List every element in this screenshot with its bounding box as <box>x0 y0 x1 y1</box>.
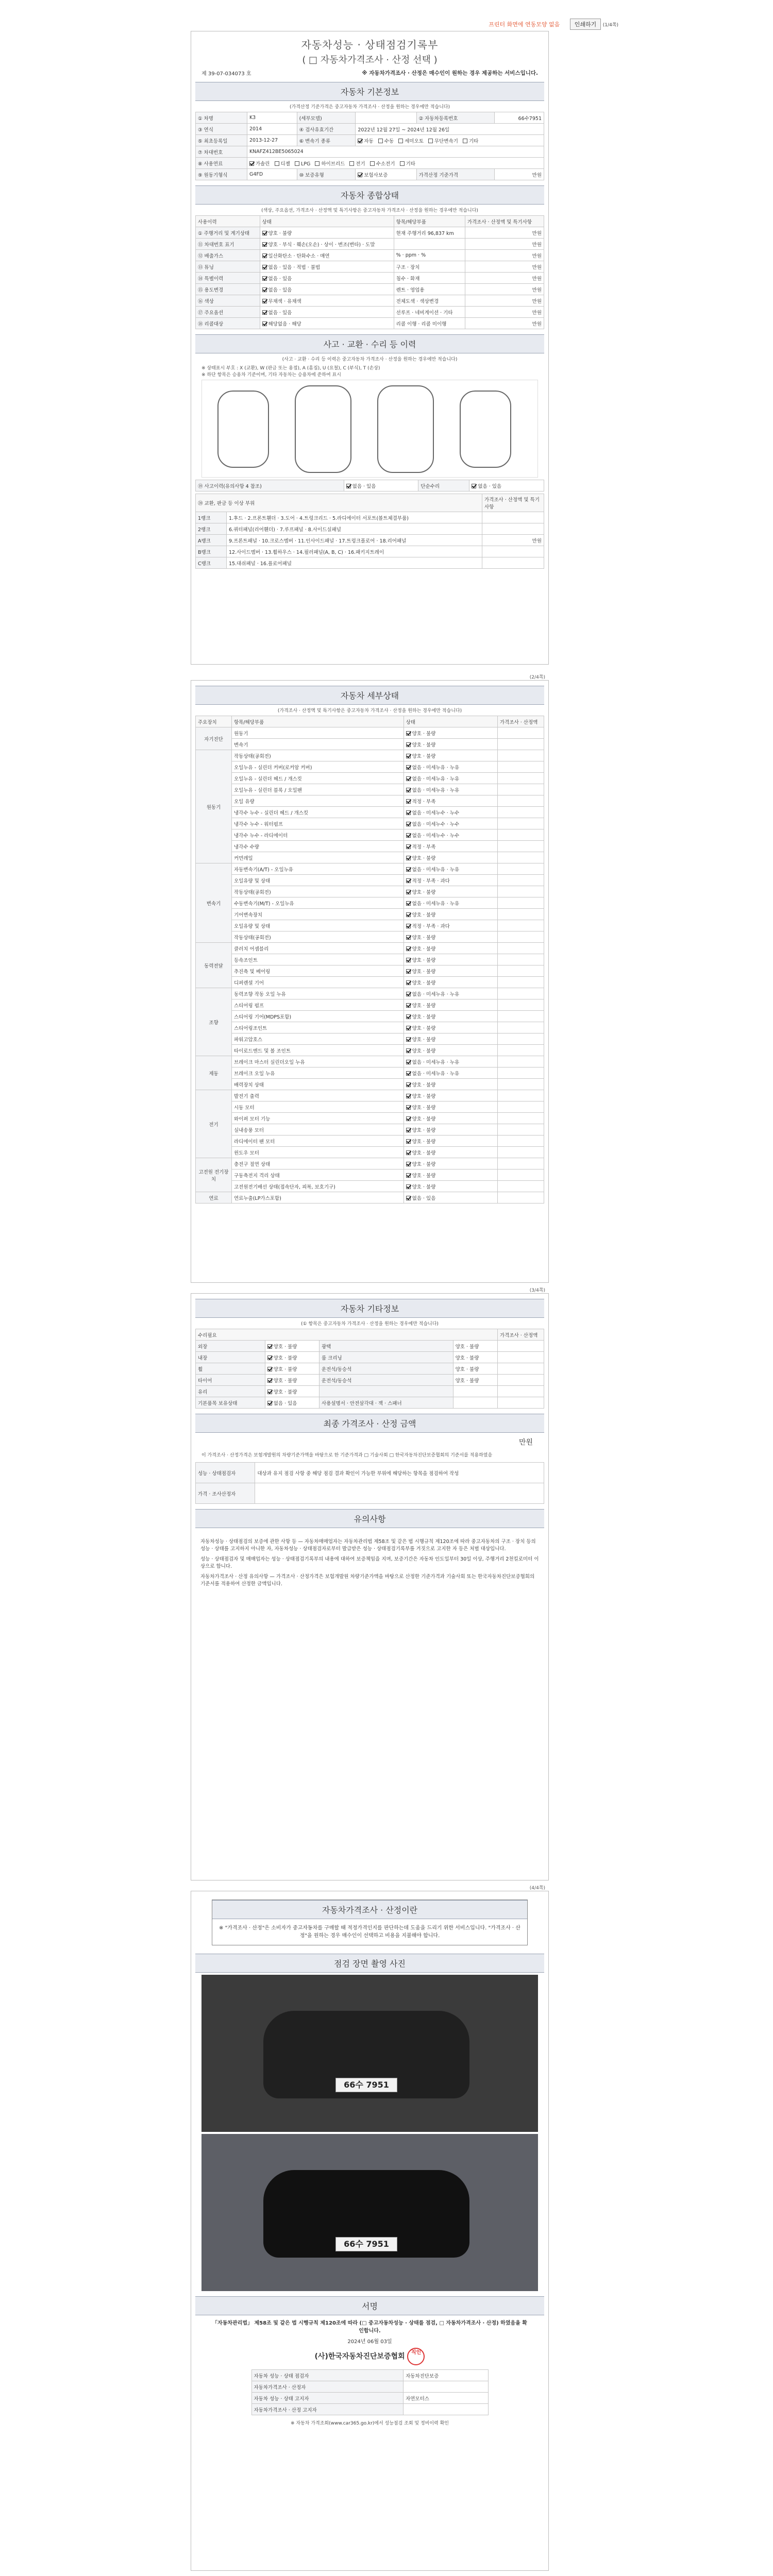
front-photo <box>201 1975 538 2132</box>
sign-date: 2024년 06월 03일 <box>347 2339 392 2345</box>
detail-row: 오일유량 및 상태 적정 · 부족 · 과다 <box>196 875 544 886</box>
parts-row: A랭크 9.프론트패널 · 10.크로스멤버 · 11.인사이드패널 · 17.트렁크플로어 · 18.리어패널 만원 <box>196 535 544 546</box>
history-legend: ※ 상태표시 부호 : X (교환), W (판금 또는 용접), A (흠집), U (요철), C (부식), T (손상) <box>201 366 380 371</box>
inspector-table: 성능 · 상태점검자 대상과 유지 점검 사항 중 해당 점검 결과 확인이 가능한 부위에 해당하는 항목을 점검하여 작성 가격 · 조사산정자 <box>195 1462 544 1504</box>
org-seal-icon: 직인 <box>407 2348 425 2365</box>
report-subtitle: ( □ 자동차가격조사 · 산정 선택 ) <box>302 55 438 65</box>
detail-table: 주요장치 항목/해당부품 상태 가격조사 · 산정액 자기진단 원동기 양호 · 불량 변속기 양호 · 불량 원동기 작동상태(공회전) 양호 · 불량 오일누유 - 실린더 커버(로커암 커버) 없음 · 미세누유 · 누유 오일누유 - 실린더 헤드 / 개스킷 없음 · 미세누유 · 누유 오일누유 - 실린더 블록 / 오일팬 없음 · 미세누유 · 누유 오일 유량 적정 · 부족 냉각수 누수 - 실린더 헤드 / 개스킷 없음 · 미세누수 · 누수 냉각수 누수 - 워터펌프 없음 · 미세누수 · 누수 냉각수 누수 - 라디에이터 없음 · 미세누수 · 누수 냉각수 수량 적정 · 부족 커먼레일 양호 · 불량 변속기 자동변속기(A/T) - 오일누유 없음 · 미세누유 · 누유 오일유량 및 상태 적정 · 부족 · 과다 작동상태(공회전) 양호 · 불량 수동변속기(M/T) - 오일누유 없음 · 미세누유 · 누유 기어변속장치 양호 · 불량 오일유량 및 상태 적정 · 부족 · 과다 작동상태(공회전) 양호 · 불량 동력전달 클러치 어셈블리 양호 · 불량 등속조인트 양호 · 불량 추진축 및 베어링 양호 · 불량 디퍼렌셜 기어 양호 · 불량 조향 동력조향 작동 오일 누유 없음 · 미세누유 · 누유 스티어링 펌프 양호 · 불량 스티어링 기어(MDPS포함) 양호 · 불량 스티어링조인트 양호 · 불량 파워고압호스 양호 · 불량 타이로드엔드 및 볼 조인트 양호 · 불량 제동 브레이크 마스터 실린더오일 누유 없음 · 미세누유 · 누유 브레이크 오일 누유 없음 · 미세누유 · 누유 배력장치 상태 양호 · 불량 전기 발전기 출력 양호 · 불량 시동 모터 양호 · 불량 와이퍼 모터 기능 양호 · 불량 실내송풍 모터 양호 · 불량 라디에이터 팬 모터 양호 · 불량 윈도우 모터 양호 · 불량 고전원 전기장치 충전구 절연 상태 양호 · 불량 구동축전지 격리 상태 양호 · 불량 고전원전기배선 상태(접속단자, 피복, 보호기구) 양호 · 불량 연료 연료누출(LP가스포함) 없음 · 있음 <box>195 716 544 1204</box>
detail-row: 오일누유 - 실린더 헤드 / 개스킷 없음 · 미세누유 · 누유 <box>196 773 544 784</box>
detail-row: 추진축 및 베어링 양호 · 불량 <box>196 965 544 977</box>
detail-row: 구동축전지 격리 상태 양호 · 불량 <box>196 1170 544 1181</box>
detail-row: 스티어링조인트 양호 · 불량 <box>196 1022 544 1033</box>
car-top-front-figure <box>295 385 351 473</box>
detail-row: 냉각수 누수 - 라디에이터 없음 · 미세누수 · 누수 <box>196 829 544 841</box>
detail-row: 파워고압호스 양호 · 불량 <box>196 1033 544 1045</box>
detail-row: 커먼레일 양호 · 불량 <box>196 852 544 863</box>
page-1 <box>191 31 549 665</box>
other-row: 유리 양호 · 불량 <box>196 1386 544 1397</box>
detail-row: 와이퍼 모터 기능 양호 · 불량 <box>196 1113 544 1124</box>
basic-info-note: (가격산정 기준가격은 중고자동차 가격조사 · 산정을 원하는 경우에만 적습니다) <box>290 105 450 110</box>
summary-table: 사용이력 상태 항목/해당부품 가격조사 · 산정액 및 특기사항 ① 주행거리 및 계기상태 양호 · 불량 현재 주행거리 96,837 km 만원 ⑪ 차대번호 표기 양호 · 부식 · 훼손(오손) · 상이 · 변조(변타) · 도말 만원 ⑫ 배출가스 일산화탄소 · 탄화수소 · 매연 % · ppm · % 만원 ⑬ 튜닝 없음 · 있음 · 적법 · 불법 구조 · 장치 만원 ⑭ 특별이력 없음 · 있음 침수 · 화재 만원 ⑮ 용도변경 없음 · 있음 렌트 · 영업용 만원 ⑯ 색상 무채색 · 유채색 전체도색 · 색상변경 만원 ⑰ 주요옵션 없음 · 있음 선루프 · 네비게이션 · 기타 만원 ⑱ 리콜대상 해당없음 · 해당 리콜 이행 · 리콜 미이행 만원 <box>195 215 544 329</box>
rear-plate: 66수 7951 <box>335 2237 397 2251</box>
detail-row: 기어변속장치 양호 · 불량 <box>196 909 544 920</box>
page-3 <box>191 1288 549 1880</box>
other-row: 타이어 양호 · 불량 운전석/동승석 양호 · 불량 <box>196 1375 544 1386</box>
sign-row: 자동차 성능 · 상태 점검자 자동차진단보증 <box>251 2370 488 2381</box>
detail-row: 제동 브레이크 마스터 실린더오일 누유 없음 · 미세누유 · 누유 <box>196 1056 544 1067</box>
caution-text: 자동차성능 · 상태점검의 보증에 관한 사항 등 — 자동차매매업자는 자동차관리법 제58조 및 같은 법 시행규칙 제120조에 따라 중고자동차의 구조 · 장치 등의 성능 · 상태를 고지하지 아니한 자, 자동차성능 · 상태점검자로부터 발급받은 성능 · 상태점검기록부를 거짓으로 고지한 자 등은 처벌 대상입니다. 성능 · 상태점검자 및 매매업자는 성능 · 상태점검기록부의 내용에 대하여 보증책임을 지며, 보증기간은 자동차 인도일부터 30일 이상, 주행거리 2천킬로미터 이상으로 합니다. 자동차가격조사 · 산정 유의사항 — 가격조사 · 산정가격은 보험개발원 차량기준가액을 바탕으로 산정한 기준가격과 기술사회 또는 한국자동차진단보증협회의 기준서를 적용하여 산정한 금액입니다. <box>200 1539 539 1587</box>
parts-row: 1랭크 1.후드 · 2.프론트휀더 · 3.도어 · 4.트렁크리드 · 5.라디에이터 서포트(볼트체결부품) <box>196 512 544 523</box>
detail-row: 실내송풍 모터 양호 · 불량 <box>196 1124 544 1136</box>
detail-row: 오일유량 및 상태 적정 · 부족 · 과다 <box>196 920 544 931</box>
footer-note[interactable]: ※ 자동차 가격조회(www.car365.go.kr)에서 성능점검 조회 및 정비이력 확인 <box>290 2421 449 2426</box>
detail-row: 변속기 양호 · 불량 <box>196 739 544 750</box>
summary-row: ⑪ 차대번호 표기 양호 · 부식 · 훼손(오손) · 상이 · 변조(변타) · 도말 만원 <box>196 239 544 250</box>
doc-number: 제 39-07-034073 호 <box>201 71 251 77</box>
parts-table: ⑳ 교환, 판금 등 이상 부위 가격조사 · 산정액 및 특기사항 1랭크 1.후드 · 2.프론트휀더 · 3.도어 · 4.트렁크리드 · 5.라디에이터 서포트(볼트체결부품) 2랭크 6.쿼터패널(리어휀더) · 7.루프패널 · 8.사이드실패널 A랭크 9.프론트패널 · 10.크로스멤버 · 11.인사이드패널 · 17.트렁크플로어 · 18.리어패널 만원 B랭크 12.사이드멤버 · 13.휠하우스 · 14.필러패널(A, B, C) · 16.패키지트레이 C랭크 15.대쉬패널 · 16.플로어패널 <box>195 494 544 569</box>
detail-row: 타이로드엔드 및 볼 조인트 양호 · 불량 <box>196 1045 544 1056</box>
detail-row: 냉각수 수량 적정 · 부족 <box>196 841 544 852</box>
service-notice: ※ 자동차가격조사 · 산정은 매수인이 원하는 경우 제공하는 서비스입니다. <box>362 70 538 76</box>
sign-title: 서명 <box>195 2296 544 2315</box>
summary-note: (색상, 주요옵션, 가격조사 · 산정액 및 특기사항은 중고자동차 가격조사 · 산정을 원하는 경우에만 적습니다) <box>261 208 478 213</box>
other-info-title: 자동차 기타정보 <box>195 1299 544 1318</box>
car-diagram <box>201 380 538 478</box>
other-row: 외장 양호 · 불량 광택 양호 · 불량 <box>196 1341 544 1352</box>
detail-row: 고전원전기배선 상태(접속단자, 피복, 보호기구) 양호 · 불량 <box>196 1181 544 1192</box>
page-3-number: (3/4쪽) <box>529 1288 545 1293</box>
detail-note: (가격조사 · 산정액 및 특기사항은 중고자동차 가격조사 · 산정을 원하는 경우에만 적습니다) <box>277 708 462 714</box>
detail-row: 조향 동력조향 작동 오일 누유 없음 · 미세누유 · 누유 <box>196 988 544 999</box>
car-side-left-figure <box>217 391 269 468</box>
print-button[interactable]: 인쇄하기 <box>570 19 601 30</box>
summary-row: ⑬ 튜닝 없음 · 있음 · 적법 · 불법 구조 · 장치 만원 <box>196 261 544 273</box>
detail-title: 자동차 세부상태 <box>195 686 544 705</box>
detail-row: 전기 발전기 출력 양호 · 불량 <box>196 1090 544 1101</box>
detail-row: 수동변속기(M/T) - 오일누유 없음 · 미세누유 · 누유 <box>196 897 544 909</box>
other-row: 기본품목 보유상태 없음 · 있음 사용설명서 · 안전삼각대 · 잭 · 스패너 <box>196 1397 544 1409</box>
parts-row: B랭크 12.사이드멤버 · 13.휠하우스 · 14.필러패널(A, B, C) · 16.패키지트레이 <box>196 546 544 557</box>
other-row: 내장 양호 · 불량 룸 크리닝 양호 · 불량 <box>196 1352 544 1363</box>
rear-photo <box>201 2134 538 2291</box>
caution-title: 유의사항 <box>195 1509 544 1528</box>
detail-row: 시동 모터 양호 · 불량 <box>196 1101 544 1113</box>
final-price-note: 이 가격조사 · 산정가격은 보험개발원의 차량기준가액을 바탕으로 한 기준가격과 □ 기술사회 □ 한국자동차진단보증협회의 기준서를 적용하였음 <box>201 1453 493 1458</box>
service-box-text: ※ "가격조사 · 산정"은 소비자가 중고자동차를 구매할 때 적정가격인지를 판단하는데 도움을 드리기 위한 서비스입니다. "가격조사 · 산정"을 원하는 경우 매수인이 선택하고 비용을 지불해야 합니다. <box>219 1925 520 1939</box>
report-title: 자동차성능 · 상태점검기록부 <box>301 39 439 51</box>
history-title: 사고 · 교환 · 수리 등 이력 <box>195 334 544 353</box>
other-info-note: (① 항목은 중고자동차 가격조사 · 산정을 원하는 경우에만 적습니다) <box>301 1321 439 1327</box>
print-notice-link[interactable]: 프린터 화면에 연동모양 없음 <box>489 21 560 28</box>
summary-row: ⑰ 주요옵션 없음 · 있음 선루프 · 네비게이션 · 기타 만원 <box>196 307 544 318</box>
sign-row: 자동차가격조사 · 산정자 <box>251 2381 488 2393</box>
page-count: (1/4쪽) <box>602 23 618 28</box>
car-side-right-figure <box>460 391 511 468</box>
basic-info-table: ① 차명 K3 (세부모델) ② 자동차등록번호 66수7951 ③ 연식 2014 ④ 검사유효기간 2022년 12월 27일 ~ 2024년 12월 26일 ⑤ 최초등록일 2013-12-27 ⑥ 변속기 종류 자동 수동 세미오토 무단변속기 기타 ⑦ 차대번호 KNAFZ412BE5065024 ⑧ 사용연료 가솔린 디젤 LPG 하이브리드 전기 수소전기 기타 ⑨ 원동기형식 G4FD ⑩ 보증유형 보험사보증 가격산정 기준가격 만원 <box>195 112 544 180</box>
basic-info-title: 자동차 기본정보 <box>195 82 544 101</box>
sign-org: (사)한국자동차진단보증협회 직인 <box>191 2348 548 2365</box>
detail-row: 오일누유 - 실린더 커버(로커암 커버) 없음 · 미세누유 · 누유 <box>196 761 544 773</box>
summary-title: 자동차 종합상태 <box>195 185 544 205</box>
detail-row: 스티어링 펌프 양호 · 불량 <box>196 999 544 1011</box>
accident-table: ⑲ 사고이력(유의사항 4 참조) 없음 · 있음 단순수리 없음 · 있음 <box>195 480 544 492</box>
summary-row: ⑫ 배출가스 일산화탄소 · 탄화수소 · 매연 % · ppm · % 만원 <box>196 250 544 261</box>
sign-table <box>251 2369 489 2415</box>
top-toolbar <box>0 0 773 30</box>
summary-row: ⑱ 리콜대상 해당없음 · 해당 리콜 이행 · 리콜 미이행 만원 <box>196 318 544 329</box>
page-2 <box>191 675 549 1283</box>
summary-row: ① 주행거리 및 계기상태 양호 · 불량 현재 주행거리 96,837 km 만원 <box>196 227 544 239</box>
detail-row: 변속기 자동변속기(A/T) - 오일누유 없음 · 미세누유 · 누유 <box>196 863 544 875</box>
detail-row: 라디에이터 팬 모터 양호 · 불량 <box>196 1136 544 1147</box>
final-price-value: 만원 <box>518 1438 533 1447</box>
detail-row: 작동상태(공회전) 양호 · 불량 <box>196 931 544 943</box>
parts-row: C랭크 15.대쉬패널 · 16.플로어패널 <box>196 557 544 569</box>
detail-row: 디퍼렌셜 기어 양호 · 불량 <box>196 977 544 988</box>
service-box-title: 자동차가격조사 · 산정이란 <box>212 1900 527 1919</box>
parts-row: 2랭크 6.쿼터패널(리어휀더) · 7.루프패널 · 8.사이드실패널 <box>196 523 544 535</box>
sign-statement: 「자동차관리법」 제58조 및 같은 법 시행규칙 제120조에 따라 (□ 중고자동차성능 · 상태를 점검, □ 자동차가격조사 · 산정) 하였음을 확인합니다. <box>212 2320 527 2334</box>
sign-row: 자동차 성능 · 상태 고지자 자연모터스 <box>251 2393 488 2404</box>
detail-row: 오일누유 - 실린더 블록 / 오일팬 없음 · 미세누유 · 누유 <box>196 784 544 795</box>
detail-row: 스티어링 기어(MDPS포함) 양호 · 불량 <box>196 1011 544 1022</box>
detail-row: 오일 유량 적정 · 부족 <box>196 795 544 807</box>
car-top-rear-figure <box>377 385 434 473</box>
summary-row: ⑮ 용도변경 없음 · 있음 렌트 · 영업용 만원 <box>196 284 544 295</box>
detail-row: 자기진단 원동기 양호 · 불량 <box>196 727 544 739</box>
detail-row: 고전원 전기장치 충전구 절연 상태 양호 · 불량 <box>196 1158 544 1170</box>
detail-row: 브레이크 오일 누유 없음 · 미세누유 · 누유 <box>196 1067 544 1079</box>
detail-row: 냉각수 누수 - 워터펌프 없음 · 미세누수 · 누수 <box>196 818 544 829</box>
detail-row: 냉각수 누수 - 실린더 헤드 / 개스킷 없음 · 미세누수 · 누수 <box>196 807 544 818</box>
page-4-number: (4/4쪽) <box>529 1886 545 1891</box>
front-plate: 66수 7951 <box>335 2078 397 2092</box>
detail-row: 등속조인트 양호 · 불량 <box>196 954 544 965</box>
final-price-title: 최종 가격조사 · 산정 금액 <box>195 1414 544 1433</box>
other-info-table: 수리필요 가격조사 · 산정액 외장 양호 · 불량 광택 양호 · 불량 내장 양호 · 불량 룸 크리닝 양호 · 불량 휠 양호 · 불량 운전석/동승석 양호 · 불량 타이어 양호 · 불량 운전석/동승석 양호 · 불량 유리 양호 · 불량 기본품목 보유상태 없음 · 있음 사용설명서 · 안전삼각대 · 잭 · 스패너 <box>195 1329 544 1409</box>
detail-row: 원동기 작동상태(공회전) 양호 · 불량 <box>196 750 544 761</box>
detail-row: 작동상태(공회전) 양호 · 불량 <box>196 886 544 897</box>
detail-row: 동력전달 클러치 어셈블리 양호 · 불량 <box>196 943 544 954</box>
history-note: (사고 · 교환 · 수리 등 이력은 중고자동차 가격조사 · 산정을 원하는 경우에만 적습니다) <box>282 357 458 362</box>
page-4 <box>191 1886 549 2571</box>
history-sub: ※ 하단 항목은 승용차 기준이며, 기타 자동차는 승용차에 준하여 표시 <box>201 372 341 378</box>
summary-row: ⑭ 특별이력 없음 · 있음 침수 · 화재 만원 <box>196 273 544 284</box>
detail-row: 배력장치 상태 양호 · 불량 <box>196 1079 544 1090</box>
sign-row: 자동차가격조사 · 산정 고지자 <box>251 2404 488 2415</box>
detail-row: 윈도우 모터 양호 · 불량 <box>196 1147 544 1158</box>
summary-row: ⑯ 색상 무채색 · 유채색 전체도색 · 색상변경 만원 <box>196 295 544 307</box>
page-2-number: (2/4쪽) <box>529 675 545 680</box>
photos-title: 점검 장면 촬영 사진 <box>195 1954 544 1973</box>
detail-row: 연료 연료누출(LP가스포함) 없음 · 있음 <box>196 1192 544 1204</box>
other-row: 휠 양호 · 불량 운전석/동승석 양호 · 불량 <box>196 1363 544 1375</box>
